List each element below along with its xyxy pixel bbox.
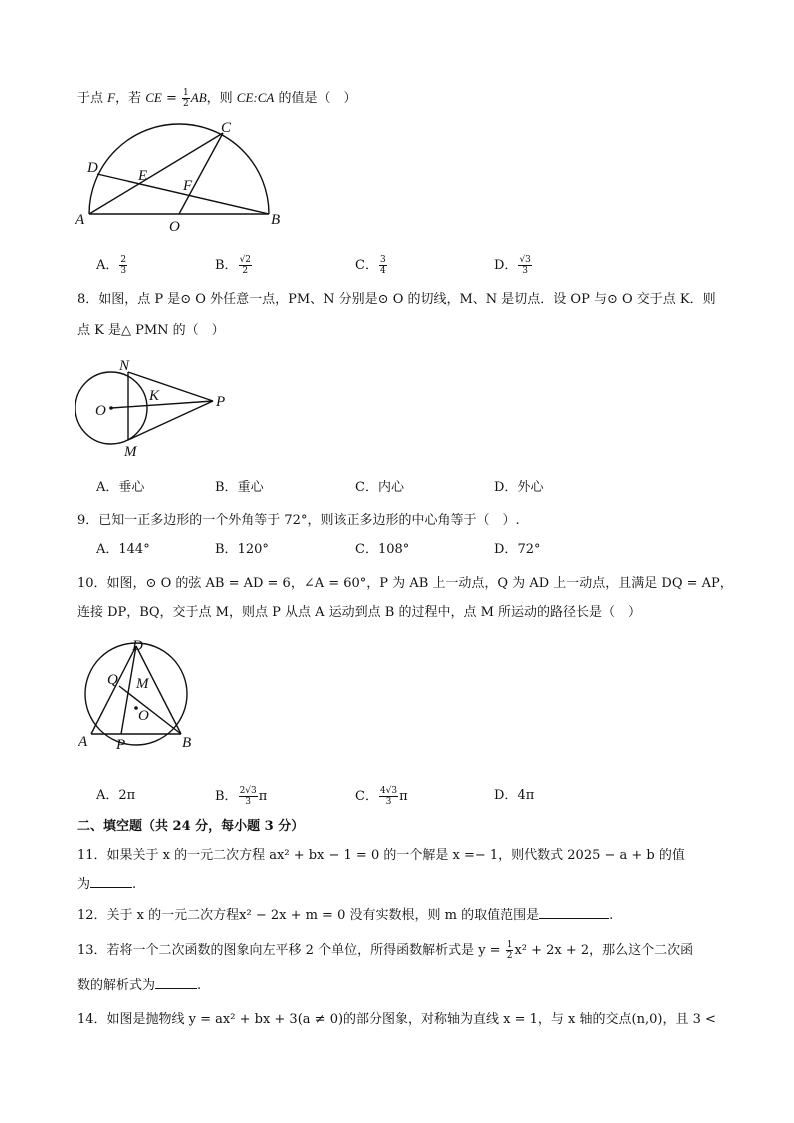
q12-answer-blank[interactable] [539,906,609,919]
q10-option-c: C． $\frac{4√3}{3}$ π [355,786,408,807]
tangent-pm [128,401,213,440]
label-k: K [149,388,160,404]
label-b: B [182,735,192,751]
q10-option-d: D．4π [494,788,535,803]
q10-option-a: A．2π [96,788,136,803]
q8-stem-line2: 点 K 是△ PMN 的（ ） [77,323,225,338]
tangent-pn [128,372,213,401]
q7-option-b: B． $\frac{√2}{2}$ [215,255,252,276]
q11-stem-line2: 为 . [77,877,137,892]
q7-option-d: D． $\frac{√3}{3}$ [494,255,531,276]
label-o: O [138,708,149,724]
label-b: B [271,212,281,228]
q10-stem-line2: 连接 DP，BQ，交于点 M，则点 P 从点 A 运动到点 B 的过程中，点 M 所运动的路径长是（ ） [77,605,642,620]
q7-semicircle-figure [75,118,290,236]
label-p: P [116,737,126,753]
label-n: N [119,358,130,374]
chord-ac [89,133,223,214]
q9-stem: 9．已知一正多边形的一个外角等于 72°，则该正多边形的中心角等于（ ）. [77,513,520,528]
q8-option-a: A．垂心 [96,480,145,495]
q9-option-c: C．108° [355,542,410,557]
section-heading: 二、填空题（共 24 分，每小题 3 分） [77,819,305,834]
label-q: Q [107,672,118,688]
q8-option-c: C．内心 [355,480,404,495]
label-a: A [78,734,88,750]
segment-bq [119,686,181,734]
label-p: P [216,394,226,410]
q7-stem: 于点 F，若 CE = $\frac{1}{2}$ AB，则 CE:CA 的值是（ ） [77,88,357,109]
q8-option-b: B．重心 [215,480,264,495]
chord-ad [91,646,136,734]
q7-option-c: C． $\frac{3}{4}$ [355,255,386,276]
label-o: O [169,219,180,235]
q9-option-a: A．144° [96,542,150,557]
q14-stem: 14．如图是抛物线 y = ax² + bx + 3(a ≠ 0)的部分图象，对称轴为直线 x = 1，与 x 轴的交点(n,0)，且 3 < [77,1012,716,1027]
label-d: D [132,638,143,654]
label-e: E [138,168,148,184]
label-c: C [221,120,232,136]
q10-option-b: B． $\frac{2√3}{3}$ π [215,786,268,807]
q13-stem-line1: 13．若将一个二次函数的图象向左平移 2 个单位，所得函数解析式是 y = $\frac{1}{2}$ x² + 2x + 2，那么这个二次函 [77,940,694,961]
q10-circle-figure [78,636,203,756]
label-m: M [136,676,149,692]
q11-stem-line1: 11．如果关于 x 的一元二次方程 ax² + bx − 1 = 0 的一个解是 x =− 1，则代数式 2025 − a + b 的值 [77,848,685,863]
q13-stem-line2: 数的解析式为 . [77,978,202,993]
q10-stem-line1: 10．如图，⊙ O 的弦 AB = AD = 6，∠A = 60°，P 为 AB 上一动点，Q 为 AD 上一动点，且满足 DQ = AP， [77,576,733,591]
segment-op [111,401,213,408]
center-dot [109,406,113,410]
q13-answer-blank[interactable] [155,976,197,989]
semicircle-arc [89,124,269,214]
q8-tangent-figure [75,352,235,464]
q12-stem: 12．关于 x 的一元二次方程x² − 2x + m = 0 没有实数根，则 m 的取值范围是 . [77,908,614,923]
circle-o [85,643,187,745]
q7-option-a: A． $\frac{2}{3}$ [96,255,127,276]
q9-option-d: D．72° [494,542,541,557]
half-fraction: $\frac{1}{2}$ [183,88,189,109]
q8-stem-line1: 8．如图，点 P 是⊙ O 外任意一点，PM、N 分别是⊙ O 的切线，M、N 是切点．设 OP 与⊙ O 交于点 K．则 [77,292,716,307]
label-d: D [87,160,98,176]
label-a: A [75,212,85,228]
label-m: M [124,444,137,460]
label-o: O [95,403,106,419]
label-f: F [183,178,193,194]
q9-option-b: B．120° [215,542,269,557]
q8-option-d: D．外心 [494,480,544,495]
half-fraction: $\frac{1}{2}$ [506,940,513,961]
q11-answer-blank[interactable] [90,875,132,888]
